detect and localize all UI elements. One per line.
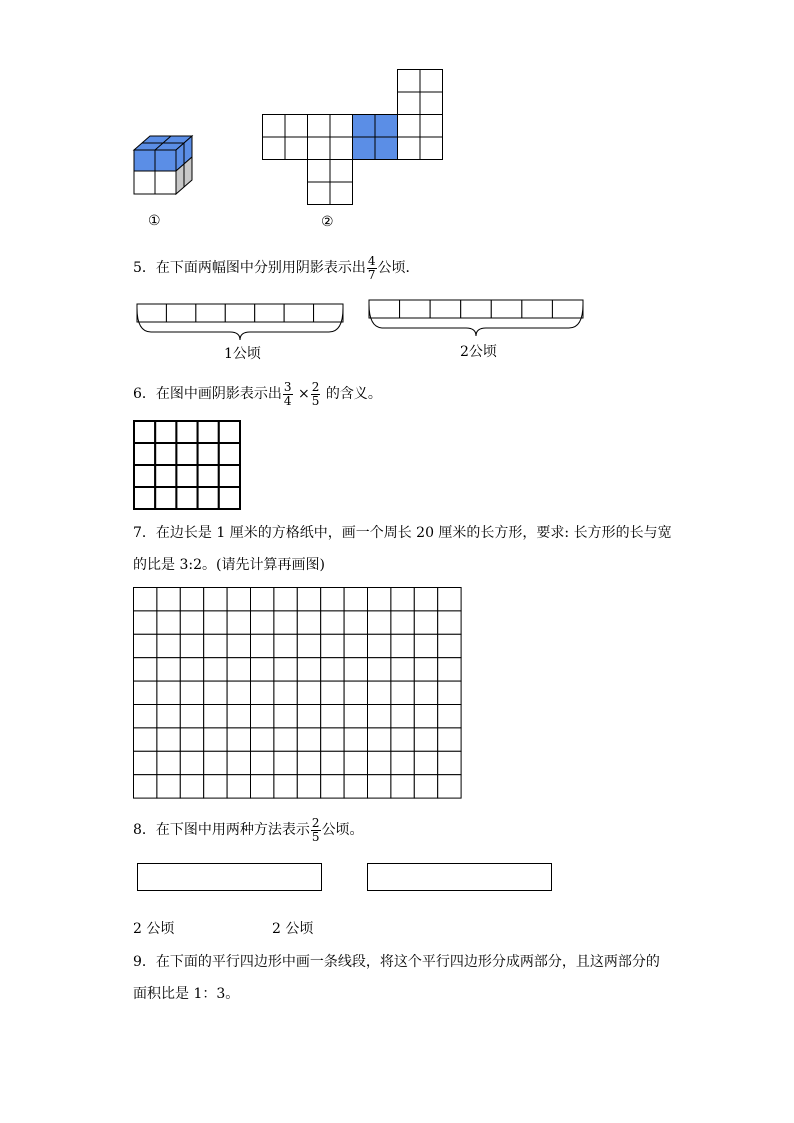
net-cell	[330, 137, 353, 160]
q5-suffix: 公顷．	[377, 260, 420, 276]
cube-front-bottom-left	[134, 171, 155, 194]
grid-cell[interactable]	[227, 588, 250, 611]
q9-line-2: 面积比是 1：3。	[133, 986, 240, 1002]
grid-cell[interactable]	[321, 658, 344, 681]
q6-prefix: 6．在图中画阴影表示出	[133, 386, 282, 402]
q5-label-2-hectare: 2公顷	[460, 344, 497, 360]
grid-cell[interactable]	[204, 658, 227, 681]
grid-cell[interactable]	[227, 634, 250, 657]
grid-cell[interactable]	[321, 634, 344, 657]
grid-cell[interactable]	[157, 775, 180, 798]
grid-cell[interactable]	[180, 588, 203, 611]
grid-cell[interactable]	[134, 443, 155, 465]
grid-cell[interactable]	[180, 658, 203, 681]
grid-cell[interactable]	[219, 487, 240, 509]
grid-cell[interactable]	[180, 681, 203, 704]
grid-cell[interactable]	[274, 705, 297, 728]
grid-cell[interactable]	[155, 487, 176, 509]
grid-cell[interactable]	[219, 465, 240, 487]
grid-cell[interactable]	[198, 487, 219, 509]
grid-cell[interactable]	[344, 588, 367, 611]
net-cell	[398, 70, 421, 93]
grid-cell[interactable]	[368, 775, 391, 798]
grid-cell[interactable]	[227, 681, 250, 704]
grid-cell[interactable]	[155, 421, 176, 443]
grid-cell[interactable]	[438, 658, 461, 681]
grid-cell[interactable]	[321, 775, 344, 798]
grid-cell[interactable]	[180, 705, 203, 728]
grid-cell[interactable]	[414, 681, 437, 704]
net-cell	[308, 182, 331, 205]
net-cell	[308, 160, 331, 183]
grid-cell[interactable]	[321, 705, 344, 728]
grid-cell[interactable]	[227, 775, 250, 798]
grid-cell[interactable]	[157, 751, 180, 774]
q8-box-left[interactable]	[137, 863, 322, 891]
grid-cell[interactable]	[204, 751, 227, 774]
cube-net-figure	[262, 69, 444, 207]
grid-cell[interactable]	[321, 728, 344, 751]
question-8	[133, 812, 364, 848]
grid-cell[interactable]	[251, 611, 274, 634]
net-cell	[398, 137, 421, 160]
q8-suffix: 公顷。	[321, 822, 364, 838]
grid-cell[interactable]	[344, 705, 367, 728]
grid-cell[interactable]	[438, 728, 461, 751]
net-cell	[263, 137, 286, 160]
grid-cell[interactable]	[368, 588, 391, 611]
q5-bar-2-hectare	[368, 299, 586, 343]
grid-cell[interactable]	[134, 728, 157, 751]
grid-cell[interactable]	[274, 728, 297, 751]
grid-cell[interactable]	[251, 634, 274, 657]
q6-times: ×	[298, 386, 310, 402]
bar-cell[interactable]	[137, 304, 166, 322]
grid-cell[interactable]	[180, 634, 203, 657]
grid-cell[interactable]	[368, 728, 391, 751]
q6-fraction-2: $\frac{2}{5}$	[311, 379, 320, 408]
bar-cell[interactable]	[284, 304, 313, 322]
grid-cell[interactable]	[155, 443, 176, 465]
grid-cell[interactable]	[180, 775, 203, 798]
grid-cell[interactable]	[227, 728, 250, 751]
grid-cell[interactable]	[438, 751, 461, 774]
grid-cell[interactable]	[198, 465, 219, 487]
grid-cell[interactable]	[251, 751, 274, 774]
q7-line-2: 的比是 3:2。(请先计算再画图)	[133, 557, 325, 573]
grid-cell[interactable]	[157, 658, 180, 681]
grid-cell[interactable]	[157, 681, 180, 704]
grid-cell[interactable]	[157, 588, 180, 611]
grid-cell[interactable]	[274, 658, 297, 681]
question-6	[133, 376, 382, 412]
grid-cell[interactable]	[251, 588, 274, 611]
figure-label-2: ②	[321, 214, 334, 230]
grid-cell[interactable]	[134, 775, 157, 798]
grid-cell[interactable]	[368, 634, 391, 657]
net-cell	[308, 115, 331, 138]
grid-cell[interactable]	[204, 728, 227, 751]
grid-cell[interactable]	[157, 634, 180, 657]
grid-cell[interactable]	[180, 728, 203, 751]
q8-label-left: 2 公顷	[133, 921, 175, 937]
grid-cell[interactable]	[134, 421, 155, 443]
grid-cell[interactable]	[198, 421, 219, 443]
grid-cell[interactable]	[251, 681, 274, 704]
grid-cell[interactable]	[155, 465, 176, 487]
q6-fraction-1: $\frac{3}{4}$	[283, 379, 292, 408]
grid-cell[interactable]	[274, 775, 297, 798]
grid-cell[interactable]	[134, 634, 157, 657]
grid-cell[interactable]	[344, 634, 367, 657]
bar-cell[interactable]	[461, 300, 492, 318]
cube-front-top-right	[155, 150, 176, 171]
grid-cell[interactable]	[344, 751, 367, 774]
grid-cell[interactable]	[204, 705, 227, 728]
grid-cell[interactable]	[414, 775, 437, 798]
grid-cell[interactable]	[414, 588, 437, 611]
grid-cell[interactable]	[176, 421, 197, 443]
grid-cell[interactable]	[134, 487, 155, 509]
net-cell	[420, 92, 443, 115]
grid-cell[interactable]	[251, 728, 274, 751]
grid-cell[interactable]	[227, 611, 250, 634]
grid-cell[interactable]	[344, 728, 367, 751]
grid-cell[interactable]	[438, 705, 461, 728]
grid-cell[interactable]	[438, 588, 461, 611]
bar-cell[interactable]	[225, 304, 254, 322]
grid-cell[interactable]	[391, 681, 414, 704]
net-cell	[285, 115, 308, 138]
grid-cell[interactable]	[157, 705, 180, 728]
grid-cell[interactable]	[368, 681, 391, 704]
grid-cell[interactable]	[368, 611, 391, 634]
q8-prefix: 8．在下图中用两种方法表示	[133, 822, 310, 838]
grid-cell[interactable]	[391, 658, 414, 681]
grid-cell[interactable]	[180, 611, 203, 634]
grid-cell[interactable]	[297, 751, 320, 774]
grid-cell[interactable]	[321, 751, 344, 774]
bar-cell[interactable]	[196, 304, 225, 322]
grid-cell[interactable]	[297, 611, 320, 634]
net-cell	[353, 115, 376, 138]
grid-cell[interactable]	[134, 705, 157, 728]
grid-cell[interactable]	[204, 681, 227, 704]
grid-cell[interactable]	[344, 611, 367, 634]
net-cell	[330, 160, 353, 183]
grid-cell[interactable]	[227, 751, 250, 774]
grid-cell[interactable]	[204, 775, 227, 798]
grid-cell[interactable]	[274, 611, 297, 634]
grid-cell[interactable]	[297, 658, 320, 681]
grid-cell[interactable]	[227, 705, 250, 728]
cube-figure	[130, 134, 200, 200]
grid-cell[interactable]	[368, 751, 391, 774]
bar-cell[interactable]	[369, 300, 400, 318]
grid-cell[interactable]	[274, 588, 297, 611]
grid-cell[interactable]	[227, 658, 250, 681]
net-cell	[398, 92, 421, 115]
q8-label-right: 2 公顷	[272, 921, 314, 937]
net-cell	[375, 137, 398, 160]
grid-cell[interactable]	[321, 681, 344, 704]
grid-cell[interactable]	[297, 705, 320, 728]
grid-cell[interactable]	[414, 611, 437, 634]
grid-cell[interactable]	[414, 751, 437, 774]
grid-cell[interactable]	[176, 465, 197, 487]
q5-fraction: $\frac{4}{7}$	[367, 253, 376, 282]
grid-cell[interactable]	[344, 681, 367, 704]
net-cell	[308, 137, 331, 160]
bar-cell[interactable]	[400, 300, 431, 318]
grid-cell[interactable]	[321, 611, 344, 634]
grid-cell[interactable]	[297, 728, 320, 751]
net-cell	[285, 137, 308, 160]
grid-cell[interactable]	[391, 775, 414, 798]
grid-cell[interactable]	[438, 775, 461, 798]
bar-cell[interactable]	[430, 300, 461, 318]
q8-fraction: $\frac{2}{5}$	[311, 815, 320, 844]
grid-cell[interactable]	[219, 443, 240, 465]
grid-cell[interactable]	[414, 634, 437, 657]
grid-cell[interactable]	[414, 705, 437, 728]
grid-cell[interactable]	[134, 465, 155, 487]
grid-cell[interactable]	[274, 634, 297, 657]
net-cell	[263, 115, 286, 138]
bar-cell[interactable]	[166, 304, 195, 322]
net-cell	[353, 137, 376, 160]
grid-cell[interactable]	[274, 751, 297, 774]
grid-cell[interactable]	[134, 588, 157, 611]
grid-cell[interactable]	[391, 611, 414, 634]
grid-cell[interactable]	[219, 421, 240, 443]
q5-bar-1-hectare	[136, 303, 346, 347]
grid-cell[interactable]	[180, 751, 203, 774]
net-cell	[330, 115, 353, 138]
q5-prefix: 5．在下面两幅图中分别用阴影表示出	[133, 260, 366, 276]
grid-cell[interactable]	[438, 611, 461, 634]
q9-line-1: 9．在下面的平行四边形中画一条线段，将这个平行四边形分成两部分，且这两部分的	[133, 954, 660, 970]
net-cell	[398, 115, 421, 138]
grid-cell[interactable]	[134, 658, 157, 681]
grid-cell[interactable]	[391, 728, 414, 751]
grid-cell[interactable]	[176, 443, 197, 465]
q7-grid-paper[interactable]	[133, 587, 463, 800]
grid-cell[interactable]	[344, 775, 367, 798]
bar-cell[interactable]	[255, 304, 284, 322]
grid-cell[interactable]	[391, 705, 414, 728]
net-cell	[420, 137, 443, 160]
grid-cell[interactable]	[368, 658, 391, 681]
cube-front-bottom-right	[155, 171, 176, 194]
grid-cell[interactable]	[251, 658, 274, 681]
q5-label-1-hectare: 1公顷	[224, 346, 261, 362]
bar-cell[interactable]	[314, 304, 343, 322]
grid-cell[interactable]	[297, 634, 320, 657]
grid-cell[interactable]	[198, 443, 219, 465]
grid-cell[interactable]	[274, 681, 297, 704]
grid-cell[interactable]	[204, 588, 227, 611]
question-5	[133, 250, 420, 286]
grid-cell[interactable]	[414, 658, 437, 681]
grid-cell[interactable]	[134, 611, 157, 634]
q7-line-1: 7．在边长是 1 厘米的方格纸中，画一个周长 20 厘米的长方形，要求: 长方形的长与宽	[133, 525, 672, 541]
grid-cell[interactable]	[391, 751, 414, 774]
grid-cell[interactable]	[134, 681, 157, 704]
grid-cell[interactable]	[204, 611, 227, 634]
q6-suffix: 的含义。	[325, 386, 382, 402]
grid-cell[interactable]	[204, 634, 227, 657]
grid-cell[interactable]	[297, 775, 320, 798]
cube-front-top-left	[134, 150, 155, 171]
grid-cell[interactable]	[176, 487, 197, 509]
grid-cell[interactable]	[251, 775, 274, 798]
grid-cell[interactable]	[414, 728, 437, 751]
grid-cell[interactable]	[157, 728, 180, 751]
q8-box-right[interactable]	[367, 863, 552, 891]
net-cell	[375, 115, 398, 138]
grid-cell[interactable]	[251, 705, 274, 728]
net-cell	[420, 70, 443, 93]
grid-cell[interactable]	[297, 681, 320, 704]
net-cell	[330, 182, 353, 205]
bar-cell[interactable]	[491, 300, 522, 318]
grid-cell[interactable]	[321, 588, 344, 611]
figure-label-1: ①	[148, 213, 161, 229]
grid-cell[interactable]	[438, 634, 461, 657]
grid-cell[interactable]	[391, 634, 414, 657]
grid-cell[interactable]	[344, 658, 367, 681]
grid-cell[interactable]	[157, 611, 180, 634]
bar-cell[interactable]	[522, 300, 553, 318]
grid-cell[interactable]	[368, 705, 391, 728]
grid-cell[interactable]	[297, 588, 320, 611]
grid-cell[interactable]	[438, 681, 461, 704]
net-cell	[420, 115, 443, 138]
q6-grid[interactable]	[133, 420, 241, 510]
grid-cell[interactable]	[134, 751, 157, 774]
grid-cell[interactable]	[391, 588, 414, 611]
bar-cell[interactable]	[552, 300, 583, 318]
